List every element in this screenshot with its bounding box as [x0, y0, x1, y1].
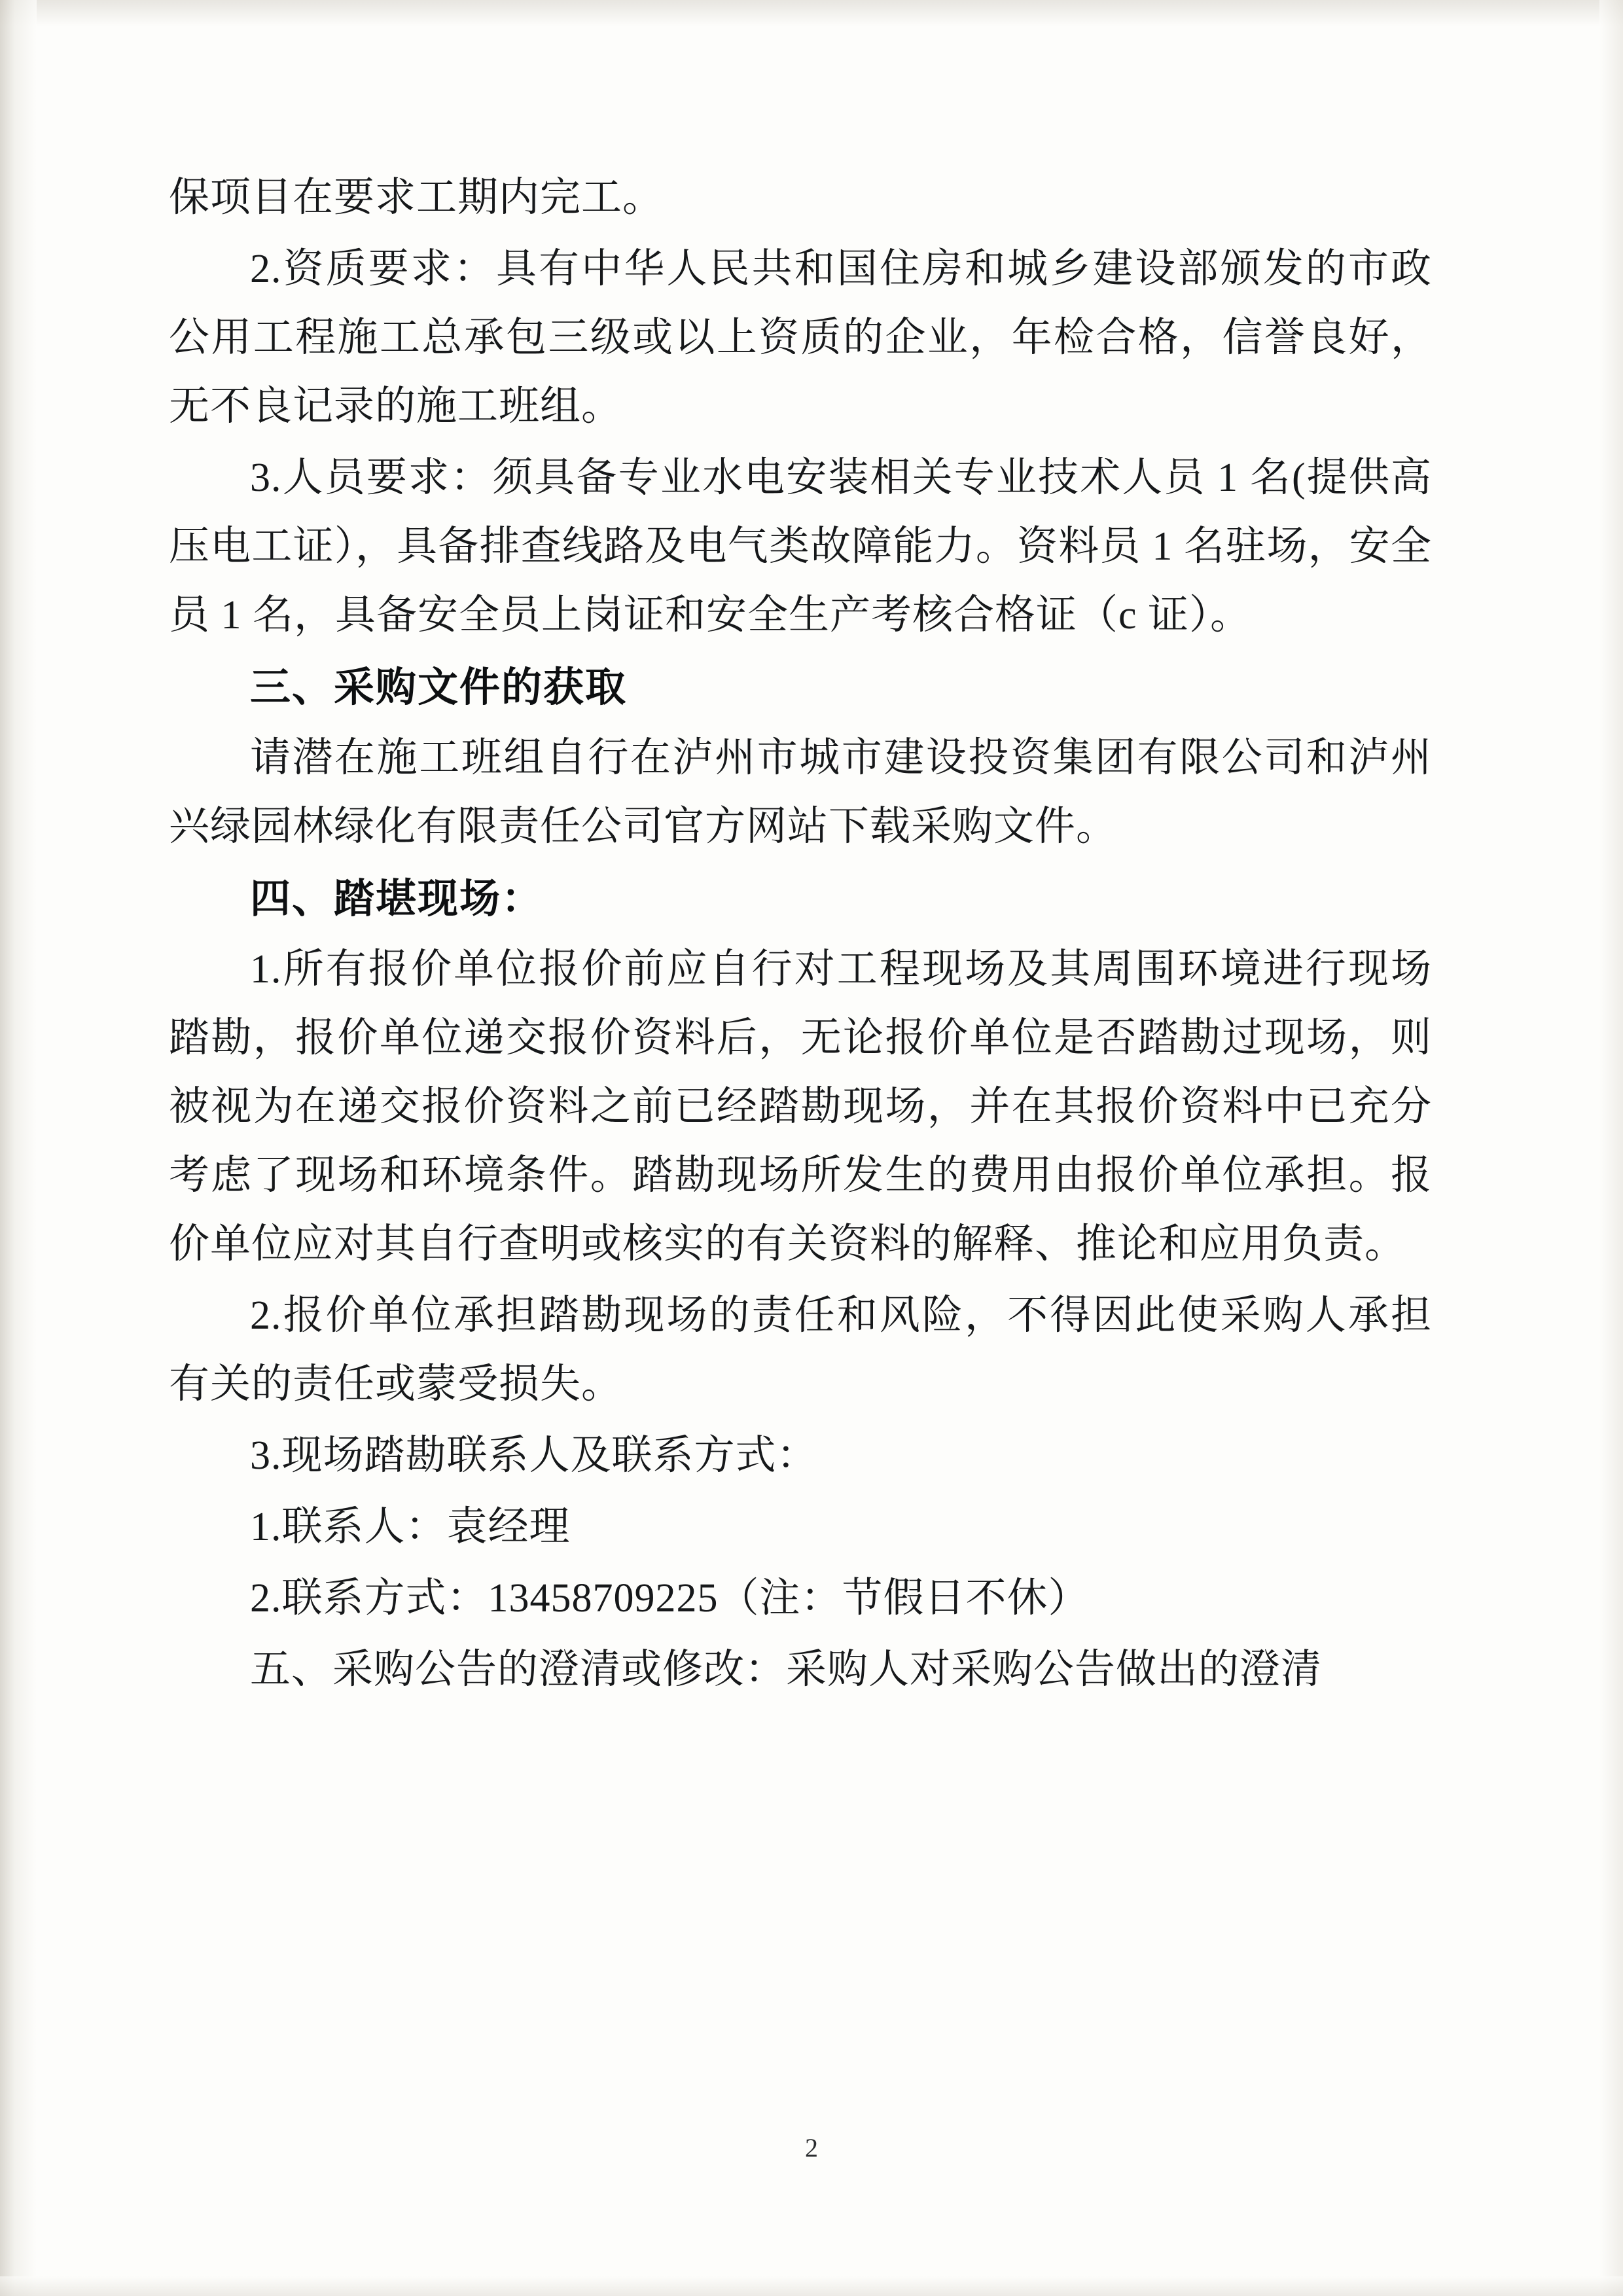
- paragraph-site-survey-1: 1.所有报价单位报价前应自行对工程现场及其周围环境进行现场踏勘，报价单位递交报价资料后，无论报价单位是否踏勘过现场，则被视为在递交报价资料之前已经踏勘现场，并在其报价资料中已充分考虑了现场和环境条件。踏勘现场所发生的费用由报价单位承担。报价单位应对其自行查明或核实的有关资料的解释、推论和应用负责。: [169, 947, 1432, 1266]
- paragraph-personnel-requirements: 3.人员要求：须具备专业水电安装相关专业技术人员 1 名(提供高压电工证），具备排查线路及电气类故障能力。资料员 1 名驻场，安全员 1 名，具备安全员上岗证和安全生产考核合格证（c 证）。: [169, 456, 1432, 637]
- document-body: [169, 164, 1432, 1707]
- scan-edge-bottom: [0, 2276, 1623, 2296]
- scan-edge-left: [0, 0, 37, 2296]
- paragraph-contact-person: 1.联系人：袁经理: [250, 1505, 571, 1549]
- heading-section-three: 三、采购文件的获取: [250, 663, 628, 711]
- paragraph-continuation: 保项目在要求工期内完工。: [169, 175, 664, 220]
- page-number: 2: [805, 2133, 818, 2162]
- scan-edge-right: [1599, 0, 1623, 2296]
- paragraph-qualification-requirements: 2.资质要求：具有中华人民共和国住房和城乡建设部颁发的市政公用工程施工总承包三级或以上资质的企业，年检合格，信誉良好，无不良记录的施工班组。: [169, 247, 1432, 429]
- paragraph-contact-method: 2.联系方式：13458709225（注：节假日不休）: [250, 1576, 1090, 1621]
- scan-edge-top: [0, 0, 1623, 26]
- paragraph-site-survey-3: 3.现场踏勘联系人及联系方式：: [250, 1433, 818, 1478]
- heading-section-four: 四、踏堪现场：: [250, 874, 544, 922]
- paragraph-site-survey-2: 2.报价单位承担踏勘现场的责任和风险，不得因此使采购人承担有关的责任或蒙受损失。: [169, 1293, 1432, 1407]
- paragraph-document-download: 请潜在施工班组自行在泸州市城市建设投资集团有限公司和泸州兴绿园林绿化有限责任公司官方网站下载采购文件。: [169, 736, 1432, 849]
- paragraph-section-five: 五、采购公告的澄清或修改：采购人对采购公告做出的澄清: [250, 1647, 1323, 1692]
